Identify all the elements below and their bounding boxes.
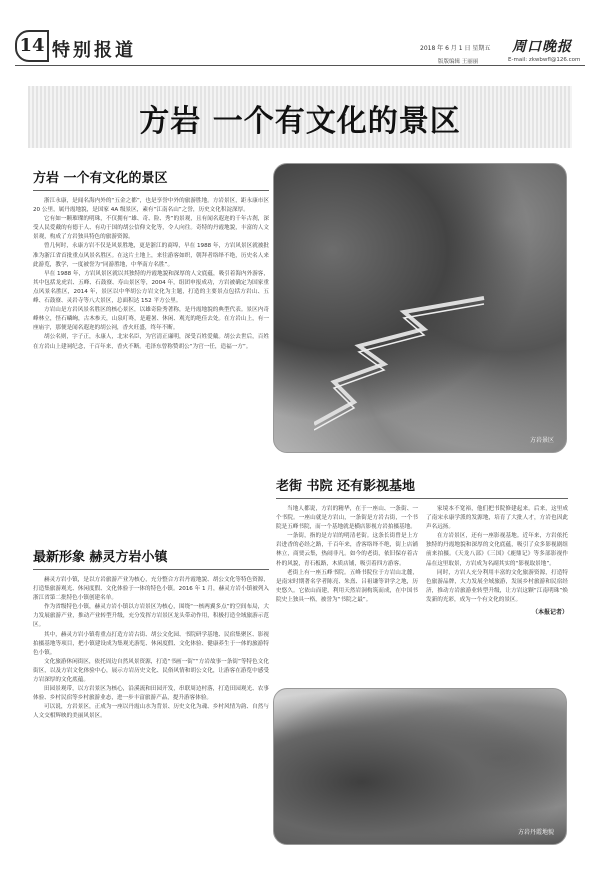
- heading-rule: [33, 190, 269, 191]
- article-heading: 最新形象 赫灵方岩小镇: [33, 550, 168, 565]
- dateline: 2018 年 6 月 1 日 星期五: [420, 45, 491, 52]
- newspaper-logo: 周口晚报: [512, 39, 572, 55]
- paragraph: 赫灵方岩小镇，是以方岩旅游产业为核心，充分整合方岩丹霞地貌、胡公文化等特色资源，打造集旅游观光、休闲度假、文化体验于一体的特色小镇。2016 年 1 月，赫灵方岩小镇被列入浙江省第二批特色小镇创建名单。: [33, 577, 269, 602]
- paragraph: 早在 1988 年，方岩风景区就以其独特的丹霞地貌和深厚的人文底蕴，吸引着海内外游客，其中包括龙虎岩、五峰、石鼓寮、寿山景区等，2004 年，组团申报成功，方岩被确定为国家重点风景名胜区，2014 年，景区以中华胡公方岩文化为主题，打造的主要景点包括方岩山、五峰、石鼓寮、灵岩寺等八大景区，总面积达 152 平方公里。: [33, 270, 269, 305]
- photo-mountain-stairs: [273, 163, 567, 453]
- heading-rule: [276, 498, 568, 499]
- paragraph: 作为省级特色小镇，赫灵方岩小镇以方岩景区为核心，围绕“一核两翼多点”的空间布局，大力发展旅游产业，推动产业转型升级，充分发挥方岩景区龙头带动作用，积极打造全域旅游示范区。: [33, 604, 269, 629]
- photo-caption: 方岩丹霞地貌: [517, 829, 554, 836]
- paragraph: 田园景观带，以方岩景区为核心，沿溪流和田园开发，串联周边村落，打造田园观光、农事体验、乡村民宿等乡村旅游业态，进一步丰富旅游产品，提升游客体验。: [33, 686, 269, 702]
- article-left-top: [33, 167, 269, 352]
- paragraph: 可以说，方岩景区，正成为一座以丹霞山水为背景、历史文化为魂、乡村风情为韵、自然与人文交相辉映的美丽风景区。: [33, 704, 269, 720]
- article-column-2: [426, 505, 568, 616]
- paragraph: 浙江永康，是闻名海内外的“五金之都”，也是享誉中外的旅游胜地。方岩景区，距永康市区 20 公里，属丹霞地貌，是国家 4A 级景区，素有“江南名山”之誉，历史文化积淀深厚。: [33, 198, 269, 214]
- paragraph: 同时，方岩人充分利用丰富的文化旅游资源，打造特色旅游品牌，大力发展全域旅游，发展乡村旅游和民宿经济，推动方岩旅游业转型升级，让方岩这颗“江南明珠”焕发新的光彩，成为一个有文化的景区。: [426, 569, 568, 603]
- paragraph: 曾几何时，永康方岩不仅是风景胜地，更是浙江的商埠，早在 1988 年，方岩风景区就被批准为浙江省首批重点风景名胜区。在这片土地上，来往游客如织，朝拜者络绎不绝，历史名人来此游览，教学，一度被誉为“同游胜地，中华南方名胜”。: [33, 243, 269, 268]
- article-body: [33, 576, 269, 722]
- photo-danxia-cliffs: [273, 688, 567, 845]
- header-divider: [15, 65, 585, 66]
- editor-line: 版版编辑 王丽丽: [438, 59, 479, 65]
- photo-caption: 方岩景区: [529, 437, 554, 444]
- paragraph: 方岩山是方岩风景名胜区的核心景区，以雄奇险秀著称，是丹霞地貌的典型代表。景区内奇峰林立，怪石嶙峋，古木参天，山泉叮咚，是避暑、休闲、观光的绝佳去处。在方岩山上，有一座庙宇，那便是闻名遐迩的胡公祠，香火旺盛，终年不断。: [33, 307, 269, 332]
- heading-rule: [33, 569, 269, 570]
- article-heading: 老街 书院 还有影视基地: [276, 479, 416, 494]
- paragraph: 胡公名则，字子正，永康人，北宋名臣，为官清正廉明，深受百姓爱戴。胡公去世后，百姓在方岩山上建祠纪念，千百年来，香火不断。毛泽东曾称赞胡公“为官一任，造福一方”。: [33, 334, 269, 350]
- stairway-illustration: [314, 284, 524, 434]
- paragraph: 在方岩景区，还有一座影视基地。近年来，方岩依托独特的丹霞地貌和深厚的文化底蕴，吸引了众多影视剧组前来拍摄。《天龙八部》《三国》《鹿鼎记》等多部影视作品在这里取景，方岩成为名副其实的“影视取景地”。: [426, 533, 568, 567]
- article-right: [276, 475, 568, 616]
- page-number: 14: [15, 30, 49, 62]
- paragraph: 文化旅游休闲街区，依托周边自然风景资源，打造“书画一街”“方岩故事一条街”等特色文化街区，以及方岩文化体验中心，展示方岩历史文化、民俗风情和胡公文化，让游客在游览中感受方岩深厚的文化底蕴。: [33, 658, 269, 684]
- paragraph: 一条街，指的是方岩的明清老街。这条长街曾是上方岩进香的必经之路，千百年来，香客络绎不绝，街上店铺林立，商贾云集，热闹非凡。如今的老街，依旧保存着古朴的风貌，青石板路，木质店铺，吸引着四方游客。: [276, 533, 418, 567]
- paragraph: 当地人都说，方岩的精华，在于一座山、一条街、一个书院。一座山就是方岩山，一条街是方岩古街，一个书院是五峰书院，而一个基地就是横店影视方岩拍摄基地。: [276, 506, 418, 531]
- paragraph: 老街上有一座五峰书院。五峰书院位于方岩山北麓，是南宋时期著名学者陈亮、朱熹、吕祖谦等讲学之地，历史悠久。它依山而建，利用天然岩洞构筑而成，在中国书院史上独具一格，被誉为“书院之最”。: [276, 569, 418, 603]
- paragraph: 其中，赫灵方岩小镇将重点打造方岩古街、胡公文化园、书院研学基地、民宿集聚区、影视拍摄基地等项目，把小镇建设成为集观光游览、休闲度假、文化体验、健康养生于一体的旅游特色小镇。: [33, 631, 269, 656]
- paragraph: 它有如一颗璀璨的明珠，不仅拥有“雄、奇、险、秀”的景观，且有闻名遐迩的千年古刹，深受人民爱戴的有德于人、有功于国的胡公信仰文化等，令人向往。奇特的丹霞地貌，丰富的人文景观，构成了方岩独具特色的旅游资源。: [33, 216, 269, 241]
- article-column-1: [276, 505, 418, 616]
- paragraph: 家境本不宽裕，他们把书院修建起来。后来，这里成了南宋永康学派的发源地，培育了大批人才，方岩也因此声名远扬。: [426, 506, 568, 531]
- editor-email: E-mail: zkwbwfl@126.com: [508, 57, 581, 63]
- page-title: 方岩 一个有文化的景区: [139, 104, 461, 139]
- article-columns: [276, 505, 568, 616]
- article-heading: 方岩 一个有文化的景区: [33, 171, 168, 186]
- article-body: [33, 197, 269, 352]
- section-title: 特别报道: [52, 40, 136, 61]
- byline: （本报记者）: [531, 609, 568, 617]
- article-left-bottom: [33, 546, 269, 722]
